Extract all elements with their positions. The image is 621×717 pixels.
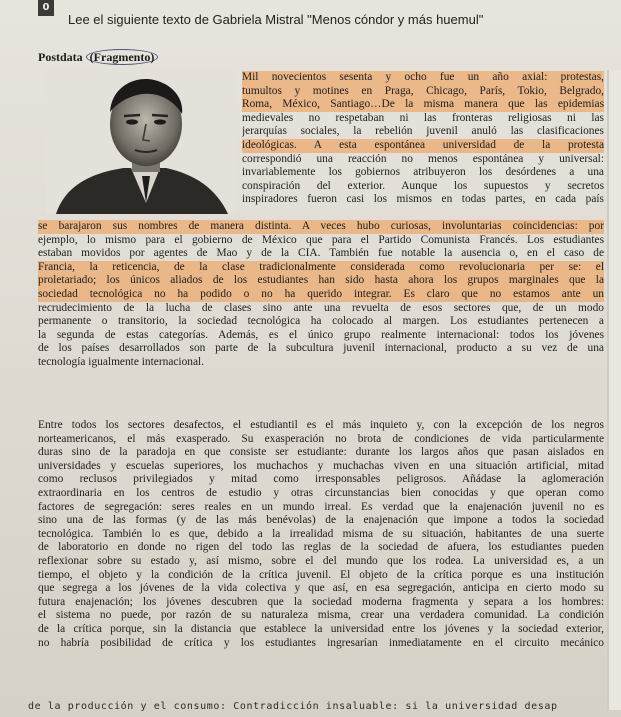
text-line: tumultos y motines en Praga, Chicago, París, Tokio, Belgrado, — [242, 84, 604, 97]
text-line: futura enajenación; los jóvenes descubren que la sociedad moderna fragmenta y separa a los hombres: — [38, 595, 604, 608]
instruction-bar — [0, 0, 621, 40]
paragraph-second — [38, 419, 604, 650]
text-line: que segrega a los jóvenes de la vida colectiva y que así, en esa segregación, anticipa en cierto modo su — [38, 582, 604, 595]
text-line: Entre todos los sectores desafectos, el estudiantil es el más inquieto y, con la excepción de los negros — [38, 419, 604, 431]
text-line: como reclusos privilegiados y mitad como irresponsables peligrosos. Añádase la aglomeración — [38, 473, 604, 486]
paragraph-intro-column — [242, 71, 604, 207]
text-line: tecnológica. También lo es que, debido a la irrealidad misma de su situación, habitantes de una suerte — [38, 527, 604, 540]
text-line: reflexionar sobre su estado y, así mismo, sobre el del mundo que los rodea. La universidad es, a un — [38, 554, 604, 567]
text-line: se barajaron sus nombres de manera distinta. A veces hubo curiosas, involuntarias coincidencias: por — [38, 220, 604, 232]
text-line: extraordinaria en los centros de estudio y otras circunstancias bien conocidas y que operan como — [38, 486, 604, 499]
text-line: recrudecimiento de la lucha de clases sino ante una revuelta de esos sectores que, de un modo — [38, 301, 604, 314]
text-line: permanente o transitorio, la sociedad tecnológica ha colocado al margen. Los estudiantes pertenecen a — [38, 315, 604, 328]
text-line: norteamericanos, el más exasperado. Su exasperación no brota de condiciones de vida particularmente — [38, 432, 604, 445]
text-line: duras sino de la paradoja en que consiste ser estudiante: durante los largos años que pasan aislados en — [38, 446, 604, 459]
text-line: jerarquías sociales, la rebelión juvenil anuló las clasificaciones — [242, 125, 604, 138]
text-line: correspondió una reacción no menos espontánea y universal: — [242, 152, 604, 165]
author-portrait-photo — [46, 68, 236, 214]
instruction-text: Lee el siguiente texto de Gabriela Mistral "Menos cóndor y más huemul" — [68, 12, 484, 27]
text-line: Roma, México, Santiago…De la misma manera que las epidemias — [242, 98, 604, 111]
heading-title: Postdata — [38, 50, 86, 64]
text-line: conspiración del exterior. Aunque los supuestos y secretos — [242, 179, 604, 192]
text-line: proletariado; los únicos aliados de los estudiantes han sido hasta ahora los grupos marginales que la — [38, 274, 604, 287]
heading-subtitle: (Fragmento) — [86, 49, 159, 65]
question-number-badge: 0 — [38, 0, 54, 16]
text-line: sociedad tecnológica no ha podido o no ha querido integrar. Es claro que no estamos ante un — [38, 287, 604, 300]
text-line: la segunda de estas categorías. Además, es el único grupo realmente internacional: todos los jóvenes — [38, 328, 604, 341]
text-line: el sistema no puede, por razón de su naturaleza misma, crear una verdadera comunidad. La condición — [38, 609, 604, 622]
text-line: de laboratorio en donde no rigen del todo las reglas de la sociedad de afuera, los estudiantes pueden — [38, 541, 604, 554]
text-line: ideológicas. A esta espontánea universidad de la protesta — [242, 138, 604, 151]
text-line: ejemplo, lo mismo para el gobierno de México que para el Partido Comunista Francés. Los estudiantes — [38, 233, 604, 246]
page-edge-marks — [607, 70, 621, 710]
text-line: estaban movidos por agentes de Mao y de la CIA. También fue notable la ausencia o, en el caso de — [38, 247, 604, 260]
text-line: invariablemente los gobiernos atribuyeron los desórdenes a una — [242, 166, 604, 179]
text-line: tecnología igualmente internacional. — [38, 355, 205, 368]
text-line: tiempo, el objeto y la condición de la crítica juvenil. El objeto de la crítica porque es una institución — [38, 568, 604, 581]
text-line: no habría posibilidad de crítica y los estudiantes ingresarían inmediatamente en el circuito mecánico — [38, 636, 604, 649]
text-line: sino una de las formas (y de las más benévolas) de la enajenación que impone a todos la sociedad — [38, 514, 604, 527]
text-line: Francia, la reticencia, de la clase tradicionalmente considerada como revolucionaria per se: el — [38, 260, 604, 273]
paragraph-first — [38, 220, 604, 370]
text-line: de la crítica porque, sin la distancia que establece la universidad entre los jóvenes y la sociedad exterior, — [38, 622, 604, 635]
text-heading — [38, 50, 158, 65]
text-line: Mil novecientos sesenta y ocho fue un año axial: protestas, — [242, 71, 604, 83]
text-line: de los países desarrollados son parte de la subcultura juvenil internacional, producto a su vez de una — [38, 342, 604, 355]
text-line: medievales no respetaban ni las fronteras religiosas ni las — [242, 111, 604, 124]
text-line: factores de segregación: seres reales en un mundo irreal. Es verdad que la enajenación juvenil no es — [38, 500, 604, 513]
text-line: inspiradores fueron casi los mismos en todas partes, en cada país — [242, 193, 604, 206]
handwritten-note: de la producción y el consumo: Contradicción insaluable: si la universidad desap — [28, 701, 558, 712]
text-line: universidades y escuelas superiores, los muchachos y muchachas viven en una situación artificial, mitad — [38, 459, 604, 472]
portrait-illustration — [46, 68, 236, 214]
